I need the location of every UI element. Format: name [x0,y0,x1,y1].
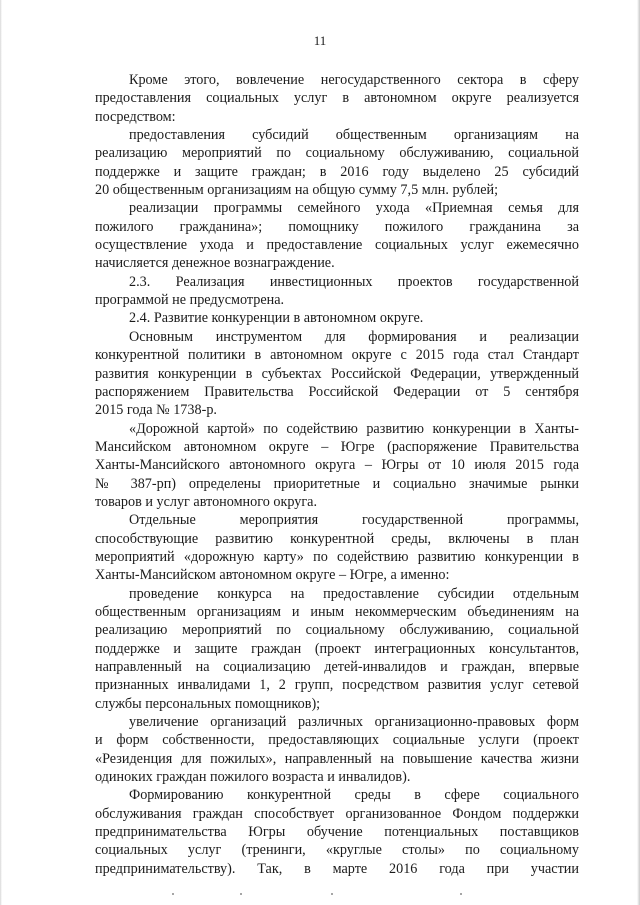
text-line: 2.3. Реализация инвестиционных проектов государственной [129,273,579,290]
text-line: поддержке и защите граждан; в 2016 году выделено 25 субсидий [95,163,579,180]
text-line: увеличение организаций различных организационно-правовых форм [129,714,579,731]
text-line: Мансийском автономном округе – Югре (распоряжение Правительства [95,438,579,455]
text-line: проведение конкурса на предоставление субсидии отдельным [129,585,579,602]
text-line: распоряжением Правительства Российской Федерации от 5 сентября [95,383,579,400]
text-line: 20 общественным организациям на общую сумму 7,5 млн. рублей; [95,182,499,199]
text-line: посредством: [95,108,176,125]
text-line: направленный на социализацию детей-инвалидов и граждан, впервые [95,659,579,675]
text-line: товаров и услуг автономного округа. [95,493,318,510]
text-line: реализации программы семейного ухода «Приемная семья для [129,200,579,217]
text-line: общественным организациям и иным некоммерческим объединениям на [95,603,579,620]
text-line: № 387-рп) определены приоритетные и социально значимые рынки [95,475,579,492]
text-line: программой не предусмотрена. [95,292,285,309]
text-line: Кроме этого, вовлечение негосударственного сектора в сферу [129,72,579,88]
scan-edge-left [0,0,2,905]
text-line: пожилого гражданина»; помощнику пожилого гражданина за [95,218,579,235]
text-line: «Дорожной картой» по содействию развитию конкуренции в Ханты- [129,420,579,437]
body-text [95,71,579,878]
text-line: обслуживания граждан способствует организованное Фондом поддержки [95,805,579,822]
text-line: предоставления социальных услуг в автономном округе реализуется [95,90,579,107]
text-line: мероприятий «дорожную карту» по содействию развитию конкуренции в [95,548,579,565]
text-line: одиноких граждан пожилого возраста и инвалидов). [95,769,411,786]
text-line: Формированию конкурентной среды в сфере социального [129,787,579,804]
text-line: реализацию мероприятий по социальному обслуживанию, социальной [95,622,579,639]
text-line: предпринимательству). Так, в марте 2016 года при участии [95,860,579,877]
text-line: «Резиденция для пожилых», направленный на повышение качества жизни [95,750,579,767]
text-line: признанных инвалидами 1, 2 групп, посредством развития услуг сетевой [95,677,579,694]
text-line: поддержке и защите граждан (проект интеграционных консультантов, [95,640,579,657]
text-line: 2015 года № 1738-р. [95,402,217,419]
text-line: конкурентной политики в автономном округе с 2015 года стал Стандарт [95,347,579,364]
text-line: развития конкуренции в субъектах Российской Федерации, утвержденный [95,365,579,382]
text-line: 2.4. Развитие конкуренции в автономном округе. [129,310,424,327]
text-line: Ханты-Мансийском автономном округе – Югре, а именно: [95,567,450,584]
text-line: социальных услуг (тренинги, «круглые столы» по социальному [95,842,579,859]
text-line: предпринимательства Югры обучение потенциальных поставщиков [95,824,579,841]
text-line: Ханты-Мансийского автономного округа – Югры от 10 июля 2015 года [95,457,579,474]
page-number: 11 [313,33,327,48]
text-line: реализацию мероприятий по социальному обслуживанию, социальной [95,145,579,162]
text-line: и форм собственности, предоставляющих социальные услуги (проект [95,732,579,749]
text-line: Основным инструментом для формирования и реализации [129,328,579,345]
text-line: осуществление ухода и предоставление социальных услуг ежемесячно [95,237,579,254]
text-line: способствующие развитию конкурентной среды, включены в план [95,530,579,547]
text-line: Отдельные мероприятия государственной программы, [129,512,579,529]
text-line: предоставления субсидий общественным организациям на [129,127,579,144]
text-line: службы персональных помощников); [95,695,321,712]
text-line: начисляется денежное вознаграждение. [95,255,335,272]
scan-artifacts [0,893,640,905]
